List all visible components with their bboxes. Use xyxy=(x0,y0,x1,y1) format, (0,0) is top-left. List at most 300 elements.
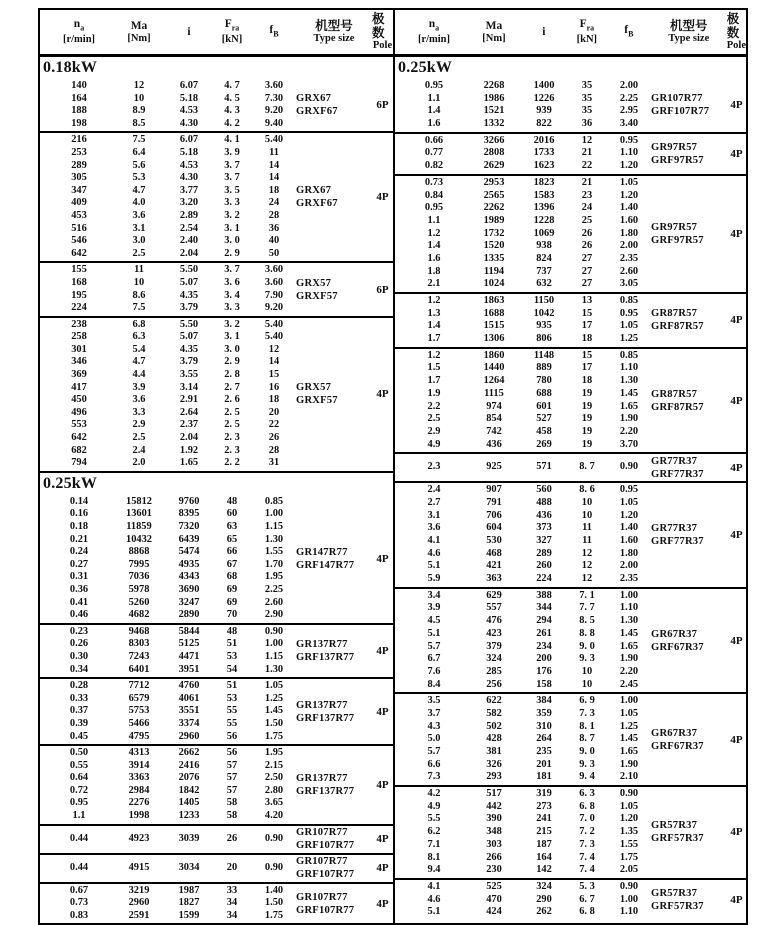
table-row xyxy=(395,813,651,826)
ratio-cell: 241 xyxy=(536,813,552,825)
table-row xyxy=(395,266,651,279)
service-factor-cell: 14 xyxy=(268,356,280,368)
radial-force-cell: 3. 2 xyxy=(224,318,240,330)
ratio-cell: 3034 xyxy=(178,861,200,873)
radial-force-cell: 4. 2 xyxy=(224,117,240,129)
radial-force-cell: 56 xyxy=(226,747,238,759)
speed-cell: 0.67 xyxy=(69,884,89,896)
service-factor-cell: 20 xyxy=(268,406,280,418)
radial-force-cell: 27 xyxy=(581,278,593,290)
table-row xyxy=(40,432,296,445)
service-factor-cell: 1.25 xyxy=(619,333,639,345)
service-factor-cell: 3.70 xyxy=(619,438,639,450)
service-factor-cell: 40 xyxy=(268,235,280,247)
ratio-cell: 1405 xyxy=(178,797,200,809)
speed-cell: 553 xyxy=(71,419,87,431)
service-factor-cell: 5.40 xyxy=(264,318,284,330)
service-factor-cell: 1.20 xyxy=(619,813,639,825)
ratio-cell: 294 xyxy=(536,615,552,627)
torque-cell: 424 xyxy=(486,906,502,918)
radial-force-cell: 34 xyxy=(226,909,238,921)
torque-cell: 4.4 xyxy=(132,369,146,381)
ratio-cell: 6.07 xyxy=(179,80,199,91)
torque-cell: 1989 xyxy=(483,214,505,226)
pole-cell: 4P xyxy=(376,388,389,401)
service-factor-cell: 1.75 xyxy=(264,730,284,742)
type-size-label: GRF97R57 xyxy=(651,234,704,246)
ratio-cell: 2890 xyxy=(178,609,200,621)
ratio-cell: 2416 xyxy=(178,759,200,771)
ratio-cell: 1400 xyxy=(533,80,555,91)
torque-cell: 285 xyxy=(486,665,502,677)
torque-cell: 381 xyxy=(486,746,502,757)
radial-force-cell: 54 xyxy=(226,663,238,675)
data-rows xyxy=(40,79,296,131)
data-rows xyxy=(395,880,651,920)
data-rows xyxy=(395,294,651,347)
torque-cell: 1332 xyxy=(483,118,505,130)
torque-cell: 3.6 xyxy=(132,209,146,221)
ratio-cell: 215 xyxy=(536,826,552,838)
service-factor-cell: 0.95 xyxy=(619,307,639,319)
header-symbol: 机型号 xyxy=(315,18,353,33)
speed-cell: 347 xyxy=(71,184,87,196)
radial-force-cell: 19 xyxy=(581,425,593,437)
header-symbol: Ma xyxy=(485,19,503,32)
type-size-label: GR147R77 xyxy=(296,546,348,558)
speed-cell: 0.95 xyxy=(424,202,444,214)
table-row xyxy=(40,134,296,147)
radial-force-cell: 6. 3 xyxy=(579,788,595,800)
table-row xyxy=(40,705,296,718)
ratio-cell: 688 xyxy=(536,387,552,399)
ratio-cell: 3.14 xyxy=(179,381,199,393)
pole-cell: 4P xyxy=(376,552,389,565)
type-size-label: GRX67 xyxy=(296,93,332,105)
ratio-cell: 889 xyxy=(536,362,552,374)
speed-cell: 3.6 xyxy=(427,522,441,534)
ratio-cell: 2.89 xyxy=(179,209,199,221)
speed-cell: 0.55 xyxy=(69,759,89,771)
radial-force-cell: 12 xyxy=(581,573,593,585)
service-factor-cell: 1.45 xyxy=(619,387,639,399)
speed-cell: 4.6 xyxy=(427,547,441,559)
service-factor-cell: 1.70 xyxy=(264,558,284,570)
ratio-cell: 1623 xyxy=(533,160,555,172)
speed-cell: 0.83 xyxy=(69,909,89,921)
service-factor-cell: 1.90 xyxy=(619,758,639,770)
ratio-cell: 527 xyxy=(536,413,552,425)
speed-cell: 4.1 xyxy=(427,880,441,892)
speed-cell: 0.73 xyxy=(424,176,444,188)
speed-cell: 301 xyxy=(71,343,87,355)
torque-cell: 6.3 xyxy=(132,331,146,343)
service-factor-cell: 1.65 xyxy=(619,640,639,652)
service-factor-cell: 1.45 xyxy=(264,705,284,717)
ratio-cell: 388 xyxy=(536,589,552,601)
speed-cell: 496 xyxy=(71,406,87,418)
type-size-label: GR57R37 xyxy=(651,887,698,899)
torque-cell: 4682 xyxy=(128,609,150,621)
radial-force-cell: 57 xyxy=(226,772,238,784)
service-factor-cell: 1.65 xyxy=(619,746,639,757)
torque-cell: 1194 xyxy=(483,265,505,277)
table-row xyxy=(40,356,296,369)
service-factor-cell: 18 xyxy=(268,394,280,406)
header-unit: [Nm] xyxy=(482,32,506,44)
model-block xyxy=(395,787,746,880)
radial-force-cell: 9. 3 xyxy=(579,653,595,665)
speed-cell: 0.28 xyxy=(69,680,89,692)
model-block xyxy=(395,79,746,134)
speed-cell: 5.1 xyxy=(427,906,441,918)
radial-force-cell: 7. 4 xyxy=(579,864,595,876)
speed-cell: 0.50 xyxy=(69,747,89,759)
table-row xyxy=(40,445,296,458)
table-row xyxy=(395,839,651,852)
speed-cell: 2.5 xyxy=(427,413,441,425)
ratio-cell: 4935 xyxy=(178,558,200,570)
header-col-type-size xyxy=(296,10,372,54)
radial-force-cell: 12 xyxy=(581,134,593,146)
torque-cell: 2960 xyxy=(128,897,150,909)
torque-cell: 4.7 xyxy=(132,356,146,368)
torque-cell: 4.7 xyxy=(132,184,146,196)
ratio-cell: 5474 xyxy=(178,546,200,558)
service-factor-cell: 3.65 xyxy=(264,797,284,809)
type-size-cell xyxy=(296,625,372,677)
type-size-label: GRF107R77 xyxy=(296,869,355,881)
service-factor-cell: 1.20 xyxy=(619,189,639,201)
table-row xyxy=(395,362,651,375)
table-row xyxy=(395,93,651,106)
speed-cell: 2.1 xyxy=(427,278,441,290)
radial-force-cell: 24 xyxy=(581,202,593,214)
ratio-cell: 384 xyxy=(536,695,552,707)
ratio-cell: 3.79 xyxy=(179,302,199,314)
speed-cell: 546 xyxy=(71,235,87,247)
spec-table-right-column xyxy=(393,10,746,923)
radial-force-cell: 3. 0 xyxy=(224,343,240,355)
table-row xyxy=(40,521,296,534)
table-row xyxy=(40,344,296,357)
radial-force-cell: 8. 6 xyxy=(579,484,595,496)
speed-cell: 0.41 xyxy=(69,596,89,608)
ratio-cell: 5.18 xyxy=(179,146,199,158)
torque-cell: 2.9 xyxy=(132,419,146,431)
data-rows xyxy=(40,318,296,471)
ratio-cell: 1226 xyxy=(533,92,555,104)
service-factor-cell: 2.20 xyxy=(619,425,639,437)
torque-cell: 326 xyxy=(486,758,502,770)
torque-cell: 1335 xyxy=(483,252,505,264)
torque-cell: 582 xyxy=(486,707,502,719)
torque-cell: 9468 xyxy=(128,625,150,637)
table-row xyxy=(40,277,296,290)
service-factor-cell: 1.00 xyxy=(619,893,639,905)
model-block xyxy=(40,318,393,473)
data-rows xyxy=(40,679,296,744)
table-row xyxy=(395,721,651,734)
table-row xyxy=(40,571,296,584)
radial-force-cell: 3. 6 xyxy=(224,276,240,288)
torque-cell: 4313 xyxy=(128,747,150,759)
header-symbol: i xyxy=(187,25,191,38)
radial-force-cell: 2. 6 xyxy=(224,394,240,406)
table-row xyxy=(395,228,651,241)
table-row xyxy=(40,105,296,118)
speed-cell: 1.2 xyxy=(427,295,441,306)
table-row xyxy=(40,264,296,277)
speed-cell: 369 xyxy=(71,369,87,381)
table-row xyxy=(395,708,651,721)
table-row xyxy=(395,333,651,346)
service-factor-cell: 1.15 xyxy=(264,521,284,532)
service-factor-cell: 1.75 xyxy=(619,851,639,863)
torque-cell: 3266 xyxy=(483,134,505,146)
service-factor-cell: 3.40 xyxy=(619,118,639,130)
torque-cell: 530 xyxy=(486,535,502,546)
ratio-cell: 1583 xyxy=(533,189,555,201)
radial-force-cell: 8. 7 xyxy=(579,461,595,473)
radial-force-cell: 35 xyxy=(581,105,593,117)
service-factor-cell: 1.15 xyxy=(264,650,284,662)
radial-force-cell: 58 xyxy=(226,810,238,822)
speed-cell: 5.1 xyxy=(427,627,441,639)
type-size-cell xyxy=(651,483,727,587)
speed-cell: 0.34 xyxy=(69,663,89,675)
radial-force-cell: 3. 7 xyxy=(224,264,240,276)
table-row xyxy=(395,135,651,148)
table-row xyxy=(40,319,296,332)
model-block xyxy=(395,483,746,589)
speed-cell: 642 xyxy=(71,247,87,259)
service-factor-cell: 1.40 xyxy=(264,884,284,896)
service-factor-cell: 1.60 xyxy=(619,214,639,226)
ratio-cell: 2.40 xyxy=(179,235,199,247)
torque-cell: 266 xyxy=(486,851,502,863)
ratio-cell: 824 xyxy=(536,252,552,264)
model-block xyxy=(395,349,746,455)
radial-force-cell: 57 xyxy=(226,784,238,796)
service-factor-cell: 1.20 xyxy=(619,160,639,172)
torque-cell: 2808 xyxy=(483,147,505,159)
speed-cell: 0.84 xyxy=(424,189,444,201)
radial-force-cell: 7. 3 xyxy=(579,707,595,719)
radial-force-cell: 2. 3 xyxy=(224,432,240,444)
torque-cell: 6.8 xyxy=(132,318,146,330)
torque-cell: 348 xyxy=(486,826,502,838)
speed-cell: 453 xyxy=(71,209,87,221)
speed-cell: 5.9 xyxy=(427,573,441,585)
speed-cell: 195 xyxy=(71,289,87,301)
service-factor-cell: 3.05 xyxy=(619,278,639,290)
service-factor-cell: 1.80 xyxy=(619,547,639,559)
torque-cell: 10432 xyxy=(126,533,152,545)
ratio-cell: 1228 xyxy=(533,214,555,226)
power-section-label: 0.18kW xyxy=(43,59,98,76)
speed-cell: 0.30 xyxy=(69,650,89,662)
pole-cell: 4P xyxy=(730,147,743,160)
ratio-cell: 4.35 xyxy=(179,343,199,355)
radial-force-cell: 56 xyxy=(226,730,238,742)
service-factor-cell: 0.85 xyxy=(619,295,639,306)
torque-cell: 4923 xyxy=(128,832,150,844)
ratio-cell: 1233 xyxy=(178,810,200,822)
ratio-cell: 2960 xyxy=(178,730,200,742)
radial-force-cell: 17 xyxy=(581,320,593,332)
radial-force-cell: 35 xyxy=(581,92,593,104)
type-size-label: GRXF57 xyxy=(296,395,338,407)
type-size-label: GR87R57 xyxy=(651,308,698,320)
radial-force-cell: 36 xyxy=(581,118,593,130)
ratio-cell: 560 xyxy=(536,484,552,496)
type-size-cell xyxy=(651,294,727,347)
header-col-ratio xyxy=(521,10,567,54)
torque-cell: 907 xyxy=(486,484,502,496)
ratio-cell: 3039 xyxy=(178,832,200,844)
pole-cell: 6P xyxy=(376,283,389,296)
radial-force-cell: 10 xyxy=(581,665,593,677)
torque-cell: 1306 xyxy=(483,333,505,345)
speed-cell: 3.7 xyxy=(427,707,441,719)
ratio-cell: 1599 xyxy=(178,909,200,921)
header-col-service-factor xyxy=(252,10,296,54)
type-size-label: GRX67 xyxy=(296,185,332,197)
speed-cell: 1.3 xyxy=(427,307,441,319)
service-factor-cell: 11 xyxy=(269,146,279,158)
data-rows xyxy=(40,263,296,315)
ratio-cell: 2076 xyxy=(178,772,200,784)
pole-cell: 4P xyxy=(730,99,743,112)
service-factor-cell: 1.10 xyxy=(619,602,639,614)
ratio-cell: 1987 xyxy=(178,884,200,896)
radial-force-cell: 68 xyxy=(226,571,238,583)
service-factor-cell: 1.45 xyxy=(619,627,639,639)
data-rows xyxy=(395,349,651,453)
table-row xyxy=(395,413,651,426)
header-symbol: $f_B$ xyxy=(269,23,279,39)
type-size-cell xyxy=(651,134,727,174)
radial-force-cell: 7. 0 xyxy=(579,813,595,825)
type-size-label: GR107R77 xyxy=(296,856,348,868)
radial-force-cell: 33 xyxy=(226,884,238,896)
radial-force-cell: 26 xyxy=(581,227,593,239)
speed-cell: 642 xyxy=(71,432,87,444)
ratio-cell: 5125 xyxy=(178,638,200,650)
ratio-cell: 5.18 xyxy=(179,92,199,104)
speed-cell: 0.77 xyxy=(424,147,444,159)
table-row xyxy=(395,160,651,173)
table-row xyxy=(395,679,651,692)
torque-cell: 230 xyxy=(486,864,502,876)
service-factor-cell: 1.30 xyxy=(264,533,284,545)
table-row xyxy=(40,185,296,198)
torque-cell: 379 xyxy=(486,640,502,652)
type-size-label: GRXF67 xyxy=(296,198,338,210)
service-factor-cell: 2.50 xyxy=(264,772,284,784)
torque-cell: 8868 xyxy=(128,546,150,558)
ratio-cell: 344 xyxy=(536,602,552,614)
ratio-cell: 269 xyxy=(536,438,552,450)
table-row xyxy=(40,584,296,597)
speed-cell: 0.24 xyxy=(69,546,89,558)
speed-cell: 3.5 xyxy=(427,695,441,707)
table-row xyxy=(40,172,296,185)
service-factor-cell: 12 xyxy=(268,343,280,355)
service-factor-cell: 1.00 xyxy=(619,589,639,601)
radial-force-cell: 5. 3 xyxy=(579,880,595,892)
table-row xyxy=(395,177,651,190)
torque-cell: 1986 xyxy=(483,92,505,104)
service-factor-cell: 36 xyxy=(268,222,280,234)
header-subscript: ra xyxy=(231,23,240,33)
table-row xyxy=(395,590,651,603)
type-size-label: GRF97R57 xyxy=(651,154,704,166)
table-row xyxy=(395,906,651,919)
table-row xyxy=(40,897,296,910)
speed-cell: 1.7 xyxy=(427,375,441,387)
table-row xyxy=(395,573,651,586)
torque-cell: 8.6 xyxy=(132,289,146,301)
table-row xyxy=(40,910,296,923)
table-row xyxy=(395,320,651,333)
radial-force-cell: 53 xyxy=(226,650,238,662)
ratio-cell: 2.54 xyxy=(179,222,199,234)
ratio-cell: 2.37 xyxy=(179,419,199,431)
radial-force-cell: 3. 7 xyxy=(224,159,240,171)
table-row xyxy=(40,626,296,639)
torque-cell: 470 xyxy=(486,893,502,905)
torque-cell: 2262 xyxy=(483,202,505,214)
ratio-cell: 290 xyxy=(536,893,552,905)
table-row xyxy=(395,240,651,253)
speed-cell: 3.4 xyxy=(427,589,441,601)
header-symbol: $f_B$ xyxy=(624,23,634,39)
header-col-radial-force xyxy=(212,10,252,54)
table-row xyxy=(40,210,296,223)
speed-cell: 216 xyxy=(71,134,87,146)
service-factor-cell: 9.20 xyxy=(264,302,284,314)
model-block xyxy=(395,294,746,349)
radial-force-cell: 7. 2 xyxy=(579,826,595,838)
ratio-cell: 1733 xyxy=(533,147,555,159)
radial-force-cell: 2. 8 xyxy=(224,369,240,381)
header-unit: [r/min] xyxy=(62,34,96,46)
header-unit: [r/min] xyxy=(417,34,451,46)
torque-cell: 925 xyxy=(486,461,502,473)
data-rows xyxy=(40,625,296,677)
table-row xyxy=(395,733,651,746)
ratio-cell: 200 xyxy=(536,653,552,665)
ratio-cell: 935 xyxy=(536,320,552,332)
header-symbol: 极数 xyxy=(372,11,385,40)
table-row xyxy=(40,546,296,559)
service-factor-cell: 7.30 xyxy=(264,92,284,104)
type-size-cell xyxy=(651,454,727,481)
speed-cell: 1.4 xyxy=(427,320,441,332)
ratio-cell: 310 xyxy=(536,720,552,732)
table-row xyxy=(40,382,296,395)
pole-cell: 4P xyxy=(730,893,743,906)
model-block xyxy=(40,495,393,625)
torque-cell: 7.5 xyxy=(132,302,146,314)
table-row xyxy=(395,295,651,308)
ratio-cell: 3.79 xyxy=(179,356,199,368)
speed-cell: 140 xyxy=(71,80,87,91)
table-row xyxy=(395,641,651,654)
service-factor-cell: 1.35 xyxy=(619,826,639,838)
